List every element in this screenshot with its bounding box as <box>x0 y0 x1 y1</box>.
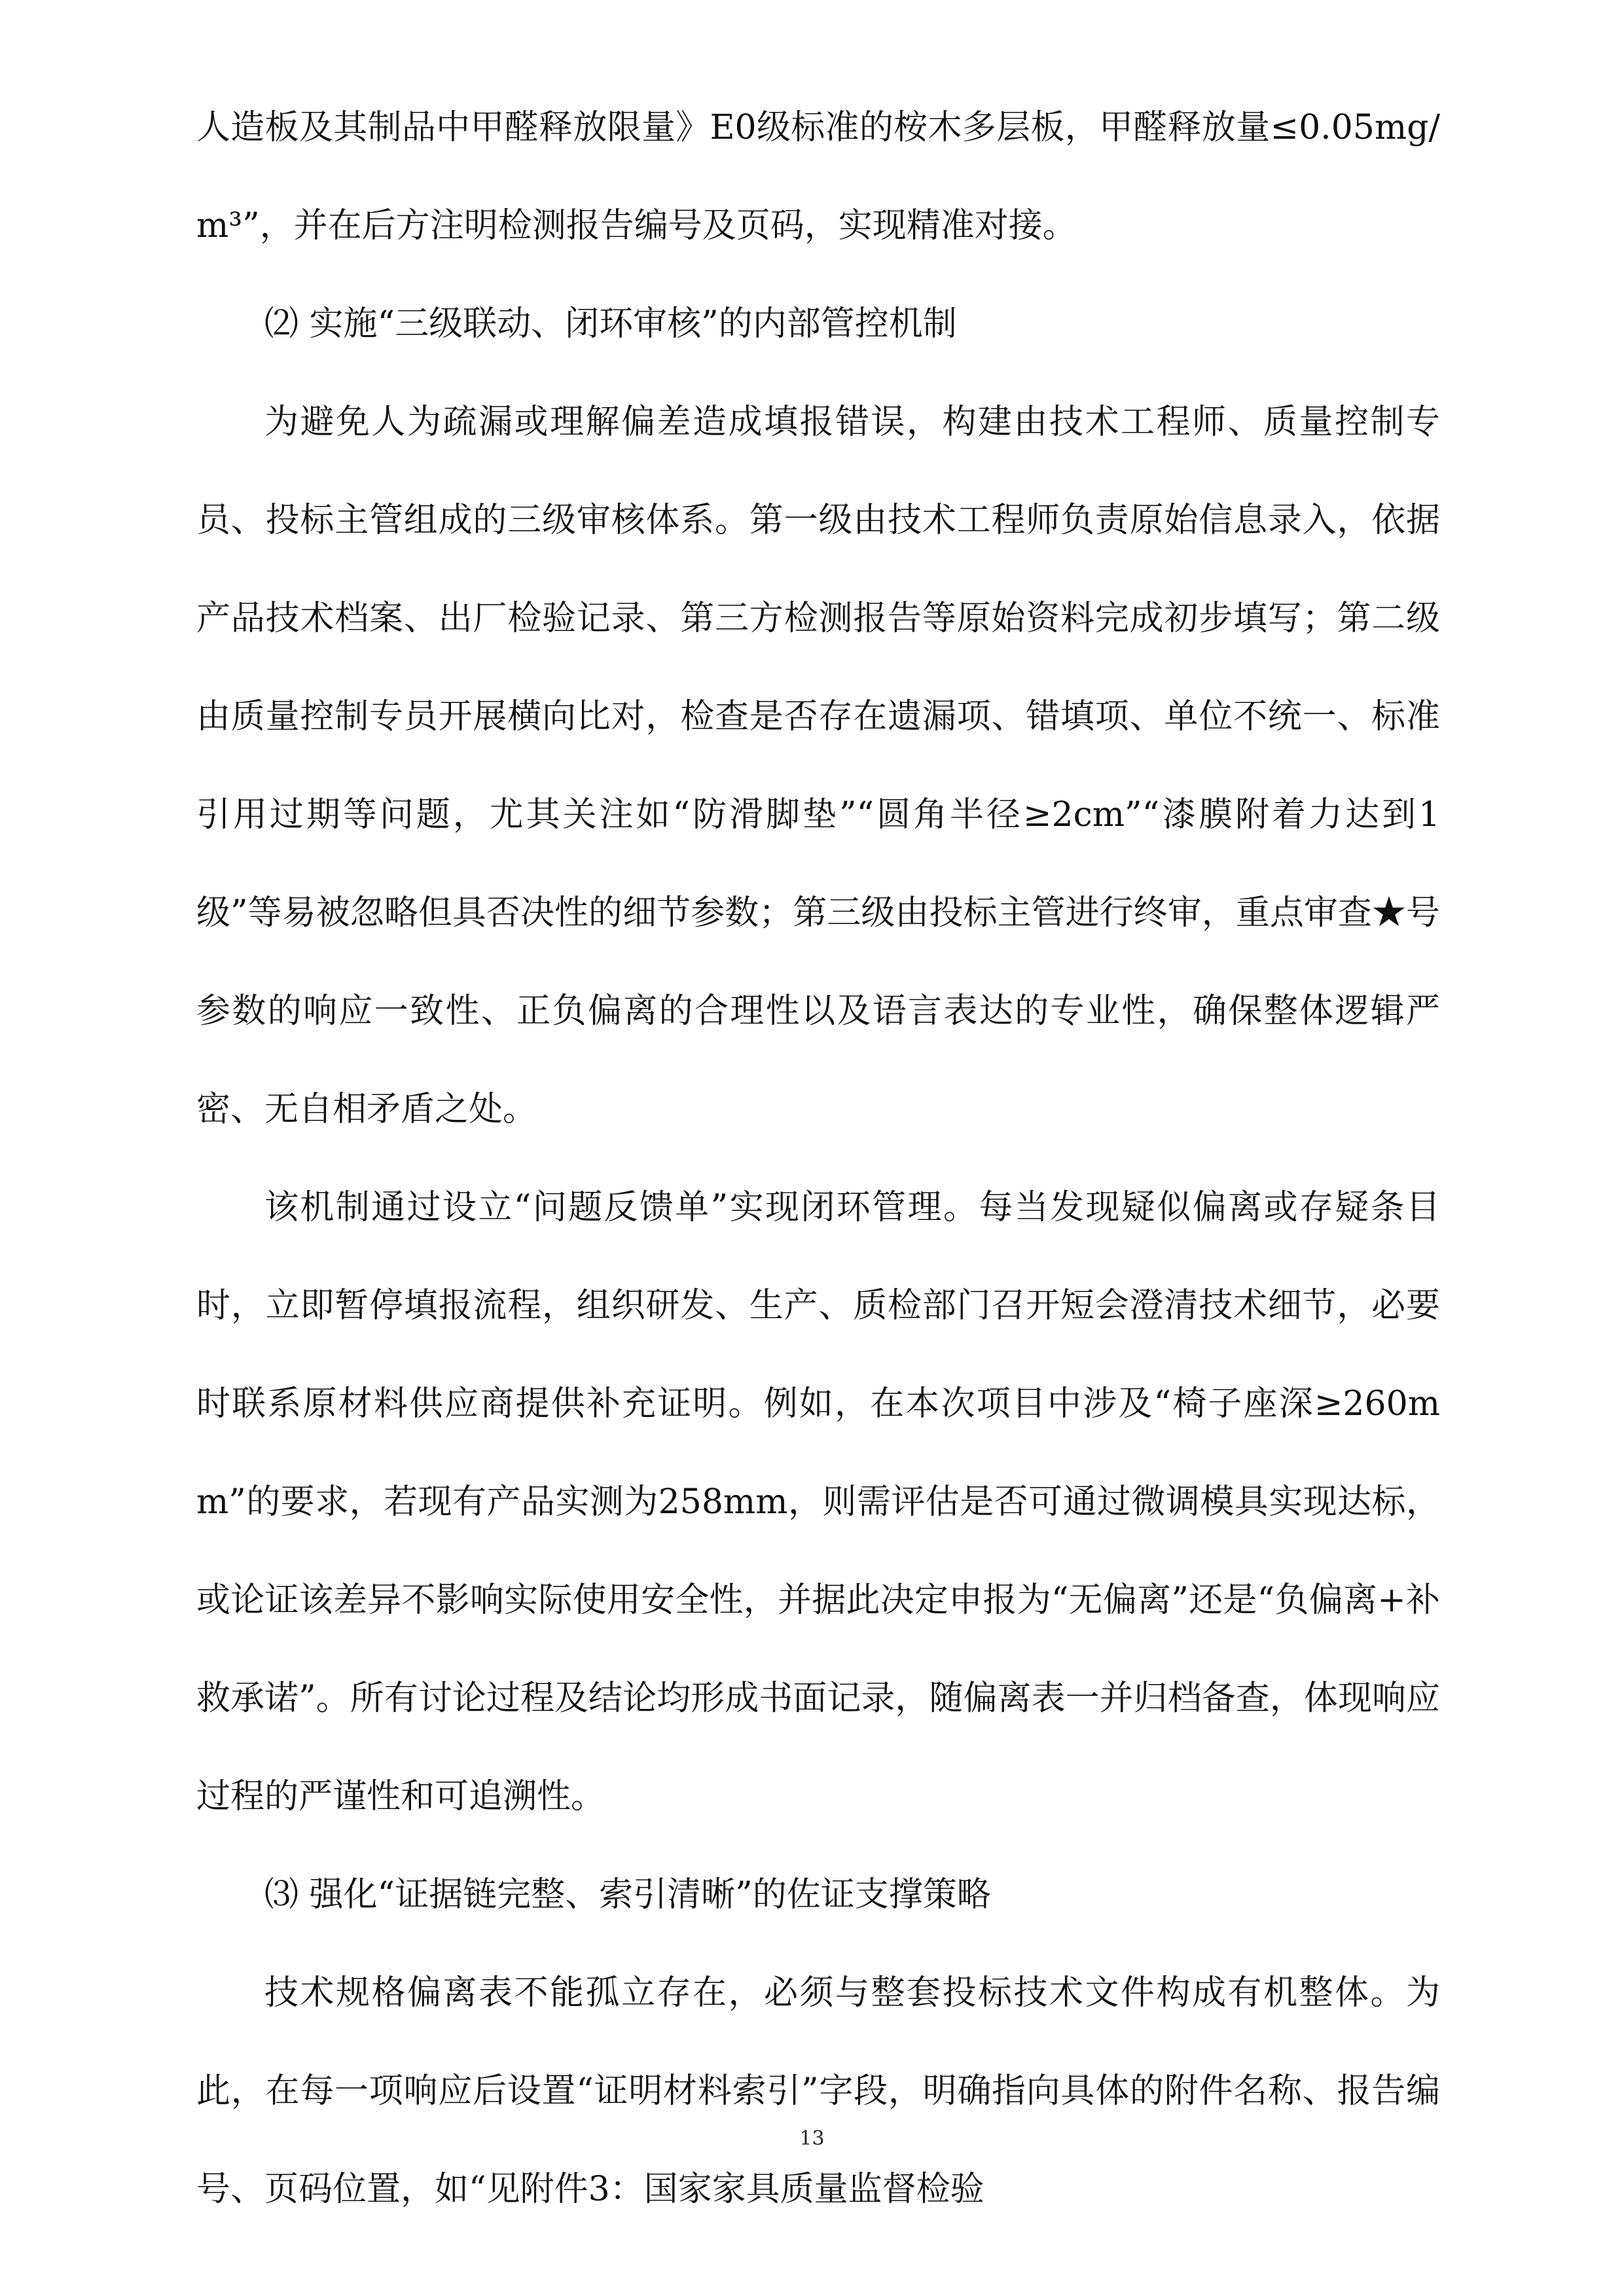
document-body <box>196 79 1440 2238</box>
paragraph-feedback-mechanism: 该机制通过设立“问题反馈单”实现闭环管理。每当发现疑似偏离或存疑条目时，立即暂停填报流程，组织研发、生产、质检部门召开短会澄清技术细节，必要时联系原材料供应商提供补充证明。例如，在本次项目中涉及“椅子座深≥260mm”的要求，若现有产品实测为258mm，则需评估是否可通过微调模具实现达标，或论证该差异不影响实际使用安全性，并据此决定申报为“无偏离”还是“负偏离+补救承诺”。所有讨论过程及结论均形成书面记录，随偏离表一并归档备查，体现响应过程的严谨性和可追溯性。 <box>196 1188 1440 1816</box>
section-heading-3: ⑶ 强化“证据链完整、索引清晰”的佐证支撑策略 <box>264 1875 991 1914</box>
page-number: 13 <box>799 2127 825 2150</box>
paragraph-review-system: 为避免人为疏漏或理解偏差造成填报错误，构建由技术工程师、质量控制专员、投标主管组成的三级审核体系。第一级由技术工程师负责原始信息录入，依据产品技术档案、出厂检验记录、第三方检测报告等原始资料完成初步填写；第二级由质量控制专员开展横向比对，检查是否存在遗漏项、错填项、单位不统一、标准引用过期等问题，尤其关注如“防滑脚垫”“圆角半径≥2cm”“漆膜附着力达到1级”等易被忽略但具否决性的细节参数；第三级由投标主管进行终审，重点审查★号参数的响应一致性、正负偏离的合理性以及语言表达的专业性，确保整体逻辑严密、无自相矛盾之处。 <box>196 403 1440 1129</box>
section-heading-2: ⑵ 实施“三级联动、闭环审核”的内部管控机制 <box>264 304 957 344</box>
paragraph-continued: 人造板及其制品中甲醛释放限量》E0级标准的桉木多层板，甲醛释放量≤0.05mg/m³”，并在后方注明检测报告编号及页码，实现精准对接。 <box>196 108 1440 245</box>
paragraph-evidence-chain: 技术规格偏离表不能孤立存在，必须与整套投标技术文件构成有机整体。为此，在每一项响应后设置“证明材料索引”字段，明确指向具体的附件名称、报告编号、页码位置，如“见附件3：国家家具质量监督检验 <box>196 1973 1440 2209</box>
